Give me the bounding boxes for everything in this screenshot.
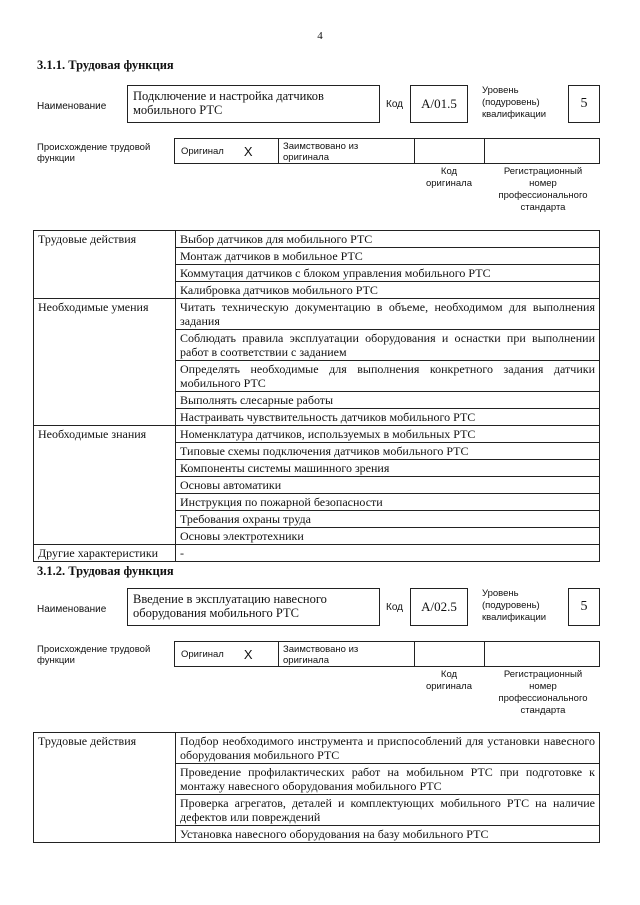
item-cell: Выбор датчиков для мобильного РТС bbox=[176, 231, 600, 248]
origin-label-line: Происхождение трудовой bbox=[37, 142, 151, 153]
function-name-line: Подключение и настройка датчиков bbox=[133, 89, 324, 103]
origin-label bbox=[37, 644, 150, 666]
borrowed-cell bbox=[279, 139, 415, 163]
level-value: 5 bbox=[568, 85, 600, 123]
item-cell: Определять необходимые для выполнения конкретного задания датчики мобильного РТС bbox=[176, 361, 600, 392]
original-code-cell bbox=[415, 642, 485, 666]
function-name-line: мобильного РТС bbox=[133, 103, 223, 117]
code-label: Код bbox=[386, 99, 404, 110]
item-cell: Выполнять слесарные работы bbox=[176, 392, 600, 409]
borrowed-label-line: Заимствовано из bbox=[283, 644, 359, 655]
caption-line: Регистрационный bbox=[503, 166, 583, 177]
caption-line: номер bbox=[529, 681, 557, 692]
origin-label bbox=[37, 142, 150, 164]
level-value: 5 bbox=[568, 588, 600, 626]
table-row bbox=[34, 545, 600, 562]
caption-line: Код bbox=[440, 166, 458, 177]
level-label-line: Уровень bbox=[482, 588, 519, 599]
item-cell: Номенклатура датчиков, используемых в мобильных РТС bbox=[176, 426, 600, 443]
reg-number-cell bbox=[485, 642, 599, 666]
item-cell: Калибровка датчиков мобильного РТС bbox=[176, 282, 600, 299]
name-label: Наименование bbox=[37, 101, 107, 112]
item-cell: Требования охраны труда bbox=[176, 511, 600, 528]
item-cell: Читать техническую документацию в объеме, необходимом для выполнения задания bbox=[176, 299, 600, 330]
section-title: 3.1.1. Трудовая функция bbox=[37, 58, 174, 72]
reg-number-cell bbox=[485, 139, 599, 163]
caption-line: Код bbox=[440, 669, 458, 680]
item-cell: Основы автоматики bbox=[176, 477, 600, 494]
original-label: Оригинал bbox=[181, 145, 224, 157]
level-label-line: (подуровень) bbox=[482, 600, 540, 611]
function-name-box bbox=[127, 85, 380, 123]
function-table bbox=[33, 732, 600, 843]
origin-label-line: Происхождение трудовой bbox=[37, 644, 151, 655]
function-name-box bbox=[127, 588, 380, 626]
item-cell: Компоненты системы машинного зрения bbox=[176, 460, 600, 477]
item-cell: Типовые схемы подключения датчиков мобильного РТС bbox=[176, 443, 600, 460]
item-cell: Основы электротехники bbox=[176, 528, 600, 545]
caption-line: Регистрационный bbox=[503, 669, 583, 680]
original-x-mark: X bbox=[243, 646, 253, 662]
caption-line: стандарта bbox=[520, 705, 566, 716]
reg-number-caption bbox=[487, 166, 599, 214]
level-label bbox=[482, 588, 546, 624]
caption-line: оригинала bbox=[425, 178, 472, 189]
item-cell: Соблюдать правила эксплуатации оборудования и оснастки при выполнении работ в соответствии с заданием bbox=[176, 330, 600, 361]
original-cell bbox=[175, 642, 279, 666]
item-cell: Монтаж датчиков в мобильное РТС bbox=[176, 248, 600, 265]
borrowed-label-line: Заимствовано из bbox=[283, 141, 359, 152]
level-label-line: (подуровень) bbox=[482, 97, 540, 108]
page-number: 4 bbox=[317, 30, 323, 42]
level-label bbox=[482, 85, 546, 121]
item-cell: Коммутация датчиков с блоком управления мобильного РТС bbox=[176, 265, 600, 282]
table-row bbox=[34, 299, 600, 330]
origin-label-line: функции bbox=[37, 153, 75, 164]
table-row bbox=[34, 426, 600, 443]
level-label-line: квалификации bbox=[482, 109, 547, 120]
caption-line: профессионального bbox=[498, 190, 588, 201]
original-label: Оригинал bbox=[181, 648, 224, 660]
table-row bbox=[34, 733, 600, 764]
origin-row bbox=[174, 138, 600, 164]
borrowed-label-line: оригинала bbox=[283, 655, 330, 666]
origin-label-line: функции bbox=[37, 655, 75, 666]
caption-line: профессионального bbox=[498, 693, 588, 704]
caption-line: номер bbox=[529, 178, 557, 189]
code-value: A/02.5 bbox=[410, 588, 468, 626]
caption-line: стандарта bbox=[520, 202, 566, 213]
original-code-cell bbox=[415, 139, 485, 163]
category-cell: Необходимые знания bbox=[34, 426, 176, 545]
item-cell: Настраивать чувствительность датчиков мобильного РТС bbox=[176, 409, 600, 426]
category-cell: Другие характеристики bbox=[34, 545, 176, 562]
borrowed-label-line: оригинала bbox=[283, 152, 330, 163]
item-cell: Проведение профилактических работ на мобильном РТС при подготовке к монтажу навесного оборудования мобильного РТС bbox=[176, 764, 600, 795]
original-cell bbox=[175, 139, 279, 163]
original-code-caption bbox=[416, 669, 482, 693]
item-cell: Проверка агрегатов, деталей и комплектующих мобильного РТС на наличие дефектов или повреждений bbox=[176, 795, 600, 826]
function-name-line: оборудования мобильного РТС bbox=[133, 606, 299, 620]
item-cell: - bbox=[176, 545, 600, 562]
original-x-mark: X bbox=[243, 143, 253, 159]
name-label: Наименование bbox=[37, 604, 107, 615]
caption-line: оригинала bbox=[425, 681, 472, 692]
code-value: A/01.5 bbox=[410, 85, 468, 123]
item-cell: Подбор необходимого инструмента и приспособлений для установки навесного оборудования мобильного РТС bbox=[176, 733, 600, 764]
category-cell: Трудовые действия bbox=[34, 733, 176, 843]
code-label: Код bbox=[386, 602, 404, 613]
origin-row bbox=[174, 641, 600, 667]
item-cell: Инструкция по пожарной безопасности bbox=[176, 494, 600, 511]
borrowed-cell bbox=[279, 642, 415, 666]
function-table bbox=[33, 230, 600, 562]
original-code-caption bbox=[416, 166, 482, 190]
level-label-line: квалификации bbox=[482, 612, 547, 623]
level-label-line: Уровень bbox=[482, 85, 519, 96]
reg-number-caption bbox=[487, 669, 599, 717]
category-cell: Трудовые действия bbox=[34, 231, 176, 299]
category-cell: Необходимые умения bbox=[34, 299, 176, 426]
item-cell: Установка навесного оборудования на базу мобильного РТС bbox=[176, 826, 600, 843]
section-title: 3.1.2. Трудовая функция bbox=[37, 564, 174, 578]
function-name-line: Введение в эксплуатацию навесного bbox=[133, 592, 327, 606]
table-row bbox=[34, 231, 600, 248]
